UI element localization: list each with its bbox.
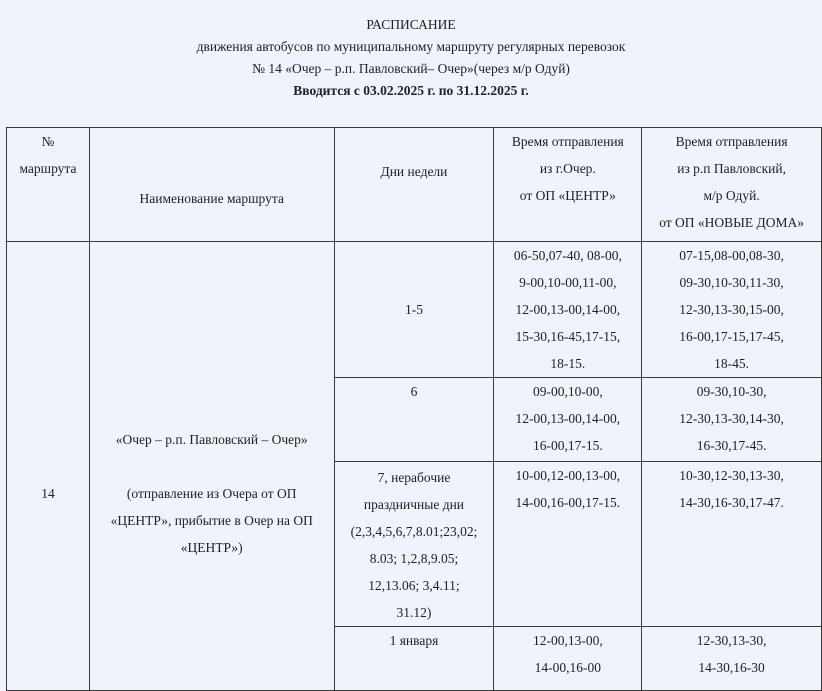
route-name-cell xyxy=(89,242,334,691)
days-cell: 1 января xyxy=(334,627,494,691)
route-name: «Очер – р.п. Павловский – Очер» xyxy=(115,432,308,447)
document-header xyxy=(0,14,822,102)
times-from-pavlovsky: 07-15,08-00,08-30, 09-30,10-30,11-30, 12-30,13-30,15-00, 16-00,17-15,17-45, 18-45. xyxy=(642,242,822,378)
table-row xyxy=(7,242,822,378)
times-from-pavlovsky: 10-30,12-30,13-30, 14-30,16-30,17-47. xyxy=(642,462,822,627)
route-number: 14 xyxy=(7,242,90,691)
col-header-route-name: Наименование маршрута xyxy=(89,128,334,242)
header-route: № 14 «Очер – р.п. Павловский– Очер»(через м/р Одуй) xyxy=(252,61,570,76)
days-cell: 1-5 xyxy=(334,242,494,378)
col-header-from-ocher: Время отправления из г.Очер. от ОП «ЦЕНТР» xyxy=(494,128,642,242)
times-from-pavlovsky: 12-30,13-30, 14-30,16-30 xyxy=(642,627,822,691)
times-from-ocher: 10-00,12-00,13-00, 14-00,16-00,17-15. xyxy=(494,462,642,627)
col-header-from-pavlovsky: Время отправления из р.п Павловский, м/р Одуй. от ОП «НОВЫЕ ДОМА» xyxy=(642,128,822,242)
days-cell: 7, нерабочие праздничные дни (2,3,4,5,6,7,8.01;23,02; 8.03; 1,2,8,9.05; 12,13.06; 3,4.11; 31.12) xyxy=(334,462,494,627)
header-validity: Вводится с 03.02.2025 г. по 31.12.2025 г. xyxy=(293,83,529,98)
days-cell: 6 xyxy=(334,378,494,462)
schedule-table xyxy=(6,127,822,691)
route-note: (отправление из Очера от ОП «ЦЕНТР», прибытие в Очер на ОП «ЦЕНТР») xyxy=(110,486,313,555)
col-header-days: Дни недели xyxy=(334,128,494,242)
table-header-row xyxy=(7,128,822,242)
header-title: РАСПИСАНИЕ xyxy=(366,17,456,32)
times-from-ocher: 06-50,07-40, 08-00, 9-00,10-00,11-00, 12-00,13-00,14-00, 15-30,16-45,17-15, 18-15. xyxy=(494,242,642,378)
times-from-ocher: 12-00,13-00, 14-00,16-00 xyxy=(494,627,642,691)
times-from-pavlovsky: 09-30,10-30, 12-30,13-30,14-30, 16-30,17-45. xyxy=(642,378,822,462)
times-from-ocher: 09-00,10-00, 12-00,13-00,14-00, 16-00,17-15. xyxy=(494,378,642,462)
col-header-route-number: № маршрута xyxy=(7,128,90,242)
header-subtitle: движения автобусов по муниципальному маршруту регулярных перевозок xyxy=(196,39,626,54)
